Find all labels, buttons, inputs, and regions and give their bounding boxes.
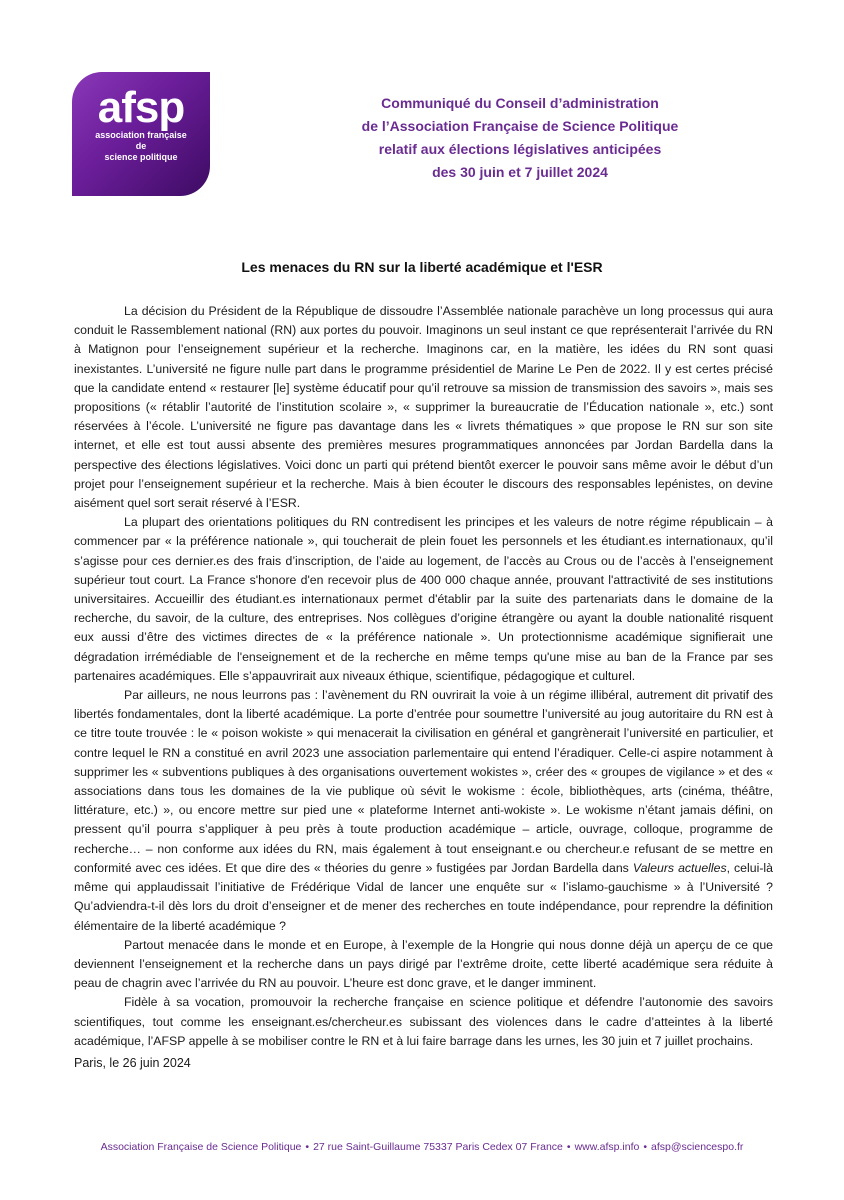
paragraph-1: La décision du Président de la République de dissoudre l’Assemblée nationale parachève un long processus qui aura conduit le Rassemblement national (RN) aux portes du pouvoir. Imaginons un seul instant ce que représenterait l’arrivée du RN à Matignon pour l’enseignement supérieur et la recherche. Imaginons car, en la matière, les idées du RN sont quasi inexistantes. L’université ne figure nulle part dans le programme présidentiel de Marine Le Pen de 2022. Il y est certes précisé que la candidate entend « restaurer [le] système éducatif pour qu’il retrouve sa mission de transmission des savoirs », mais ses propositions (« rétablir l’autorité de l’institution scolaire », « supprimer la bureaucratie de l’Éducation nationale », etc.) sont réservées à l’école. L’université ne figure pas davantage dans les « livrets thématiques » que propose le RN sur son site internet, et elle est tout aussi absente des premières mesures programmatiques annoncées par Jordan Bardella dans la perspective des élections législatives. Voici donc un parti qui prétend bientôt exercer le pouvoir sans même avoir le début d’un projet pour l’enseignement supérieur et la recherche. Mais à bien écouter le discours des responsables lepénistes, on devine aisément quel sort serait réservé à l’ESR. (74, 304, 773, 511)
footer-org-name: Association Française de Science Politique (100, 1141, 302, 1153)
footer-address: 27 rue Saint-Guillaume 75337 Paris Cedex 07 France (313, 1141, 563, 1153)
paragraph-3-part-a: Par ailleurs, ne nous leurrons pas : l’avènement du RN ouvrirait la voie à un régime illibéral, autrement dit privatif des libertés fondamentales, dont la liberté académique. La porte d’entrée pour soumettre l’université au joug autoritaire du RN est à ce titre toute trouvée : le « poison wokiste » qui menacerait la civilisation en général et gangrènerait l’université en particulier, et contre lequel le RN a constitué en avril 2023 une association parlementaire qui entend l’éradiquer. Celle-ci aspire notamment à supprimer les « subventions publiques à des organisations ouvertement wokistes », créer des « groupes de vigilance » et des « associations dans tous les domaines de la vie publique où sévit le wokisme : école, bibliothèques, arts (cinéma, théâtre, littérature, etc.) », ou encore mettre sur pied une « plateforme Internet anti-wokiste ». Le wokisme n’étant jamais défini, on pressent qu’il pourra s’appliquer à peu près à toute production académique – article, ouvrage, colloque, programme de recherche… – non conforme aux idées du RN, mais également à tout enseignant.e ou chercheur.e refusant de se mettre en conformité avec ces idées. Et que dire des « théories du genre » fustigées par Jordan Bardella dans (74, 688, 773, 875)
logo-line-3: science politique (104, 152, 178, 162)
paragraph-3-part-b: , celui-là même qui applaudissait l’initiative de Frédérique Vidal de lancer une enquête sur « l’islamo-gauchisme » à l’Université ? Qu’adviendra-t-il dès lors du droit d’enseigner et de mener des recherches en toute indépendance, pour reprendre la définition élémentaire de la liberté académique ? (74, 860, 773, 933)
header-line-3: relatif aux élections législatives anticipées (378, 141, 662, 157)
footer-separator: • (566, 1141, 571, 1153)
paragraph-3 (74, 686, 773, 936)
footer-email-link[interactable]: afsp@sciencespo.fr (651, 1141, 744, 1153)
header-line-2: de l’Association Française de Science Politique (361, 118, 679, 134)
header-line-1: Communiqué du Conseil d’administration (381, 95, 659, 111)
logo-line-1: association française (95, 130, 187, 140)
afsp-logo (72, 72, 210, 196)
communique-header (300, 92, 740, 184)
paragraph-2: La plupart des orientations politiques du RN contredisent les principes et les valeurs de notre régime républicain – à commencer par « la préférence nationale », qui toucherait de plein fouet les personnels et les étudiant.es internationaux, qu’il s’agisse pour ces dernier.es des frais d’inscription, de l’aide au logement, de l’accès au Crous ou de l’accès à l’enseignement supérieur tout court. La France s'honore d'en recevoir plus de 400 000 chaque année, prouvant l'attractivité de ses institutions universitaires. Accueillir des étudiant.es internationaux permet d'établir par la suite des partenariats dans le domaine de la recherche, du savoir, de la culture, des entreprises. Nos collègues d’origine étrangère ou ayant la double nationalité risquent eux aussi d’être des victimes directes de « la préférence nationale ». Un protectionnisme académique signifierait une dégradation irrémédiable de l'enseignement et de la recherche en même temps qu'une mise au ban de la France par ses partenaires académiques. Elle s’appauvrirait aux niveaux éthique, scientifique, pédagogique et culturel. (74, 515, 773, 683)
footer-separator: • (643, 1141, 648, 1153)
footer (0, 1141, 844, 1153)
paragraph-4: Partout menacée dans le monde et en Europe, à l’exemple de la Hongrie qui nous donne déjà un aperçu de ce que deviennent l’enseignement et la recherche dans un pays dirigé par l’extrême droite, cette liberté académique sera réduite à peau de chagrin avec l’arrivée du RN au pouvoir. L’heure est donc grave, et le danger imminent. (74, 937, 773, 991)
footer-separator: • (305, 1141, 310, 1153)
document-title: Les menaces du RN sur la liberté académique et l'ESR (241, 259, 603, 275)
footer-website-link[interactable]: www.afsp.info (574, 1141, 640, 1153)
paragraph-5: Fidèle à sa vocation, promouvoir la recherche française en science politique et défendre l’autonomie des savoirs scientifiques, tout comme les enseignant.es/chercheur.es subissant des violences dans le cadre d’atteintes à la liberté académique, l’AFSP appelle à se mobiliser contre le RN et à lui faire barrage dans les urnes, les 30 juin et 7 juillet prochains. (74, 995, 773, 1048)
header-line-4: des 30 juin et 7 juillet 2024 (432, 164, 608, 180)
document-body (74, 302, 773, 1051)
logo-mark: afsp (97, 83, 185, 132)
place-date-signoff: Paris, le 26 juin 2024 (74, 1056, 191, 1070)
valeurs-actuelles-title: Valeurs actuelles (632, 860, 727, 875)
logo-line-2: de (135, 141, 147, 151)
